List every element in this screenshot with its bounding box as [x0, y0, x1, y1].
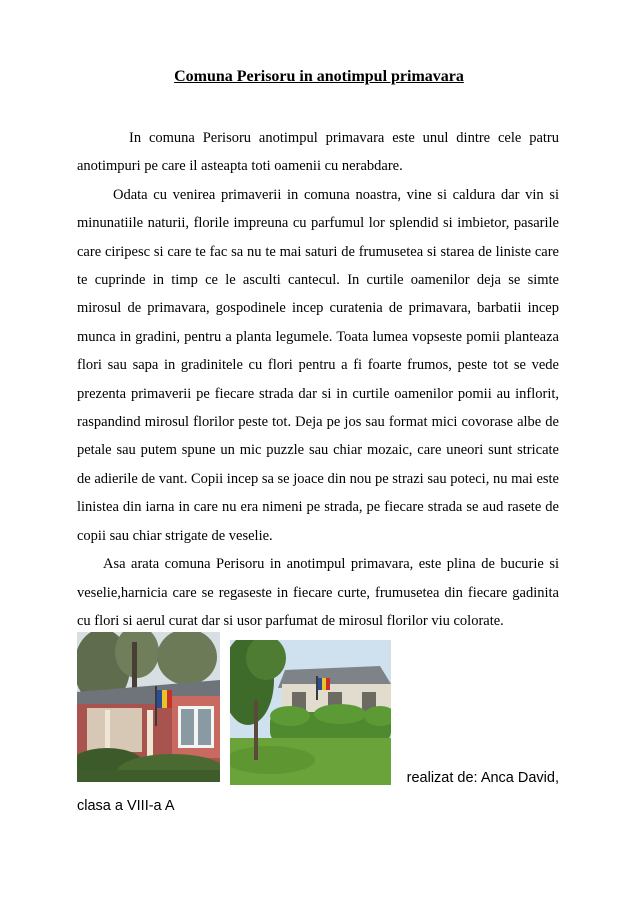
paragraph-2: Odata cu venirea primaverii in comuna noastra, vine si caldura dar vin si minunatiile naturii, florile impreuna cu parfumul lor splendid si imbietor, pasarile care ciripesc si care te fac sa nu te mai saturi de frumusetea si starea de liniste care te cuprinde in timp ce le asculti cantecul. In curtile oamenilor deja se simte mirosul de primavara, gospodinele incep curatenia de primavara, barbatii incep munca in gradini, pentru a planta legumele. Toata lumea vopseste pomii planteaza flori sau sapa in gradinitele cu flori pentru a fi foarte frumos, peste tot se vede prezenta primaverii pe fiecare strada dar si in curtile oamenilor pomii au inflorit, raspandind mirosul florilor peste tot. Deja pe jos sau format mici covorase albe de petale sau putem spune un mic puzzle sau chiar mozaic, care uneori sunt stricate de adierile de vant. Copii incep sa se joace din nou pe strazi sau poteci, nu mai este linistea din iarna in care nu era nimeni pe strada, pe fiecare strada se aud rasete de copii sau chiar strigate de veselie. [77, 186, 559, 544]
photo-building-garden [230, 640, 391, 785]
paragraph-1: In comuna Perisoru anotimpul primavara este unul dintre cele patru anotimpuri pe care il asteapta toti oamenii cu nerabdare. [77, 130, 559, 175]
document-title: Comuna Perisoru in anotimpul primavara [174, 68, 464, 85]
document-body [77, 124, 559, 635]
photo-village-house [77, 632, 220, 782]
author-class: clasa a VIII-a A [77, 798, 175, 814]
paragraph-3: Asa arata comuna Perisoru in anotimpul primavara, este plina de bucurie si veselie,harnicia care se regaseste in fiecare curte, frumusetea din fiecare gadinita cu flori si aerul curat dar si usor parfumat de mirosul florilor viu colorate. [77, 556, 559, 629]
author-credit: realizat de: Anca David, [406, 770, 559, 786]
